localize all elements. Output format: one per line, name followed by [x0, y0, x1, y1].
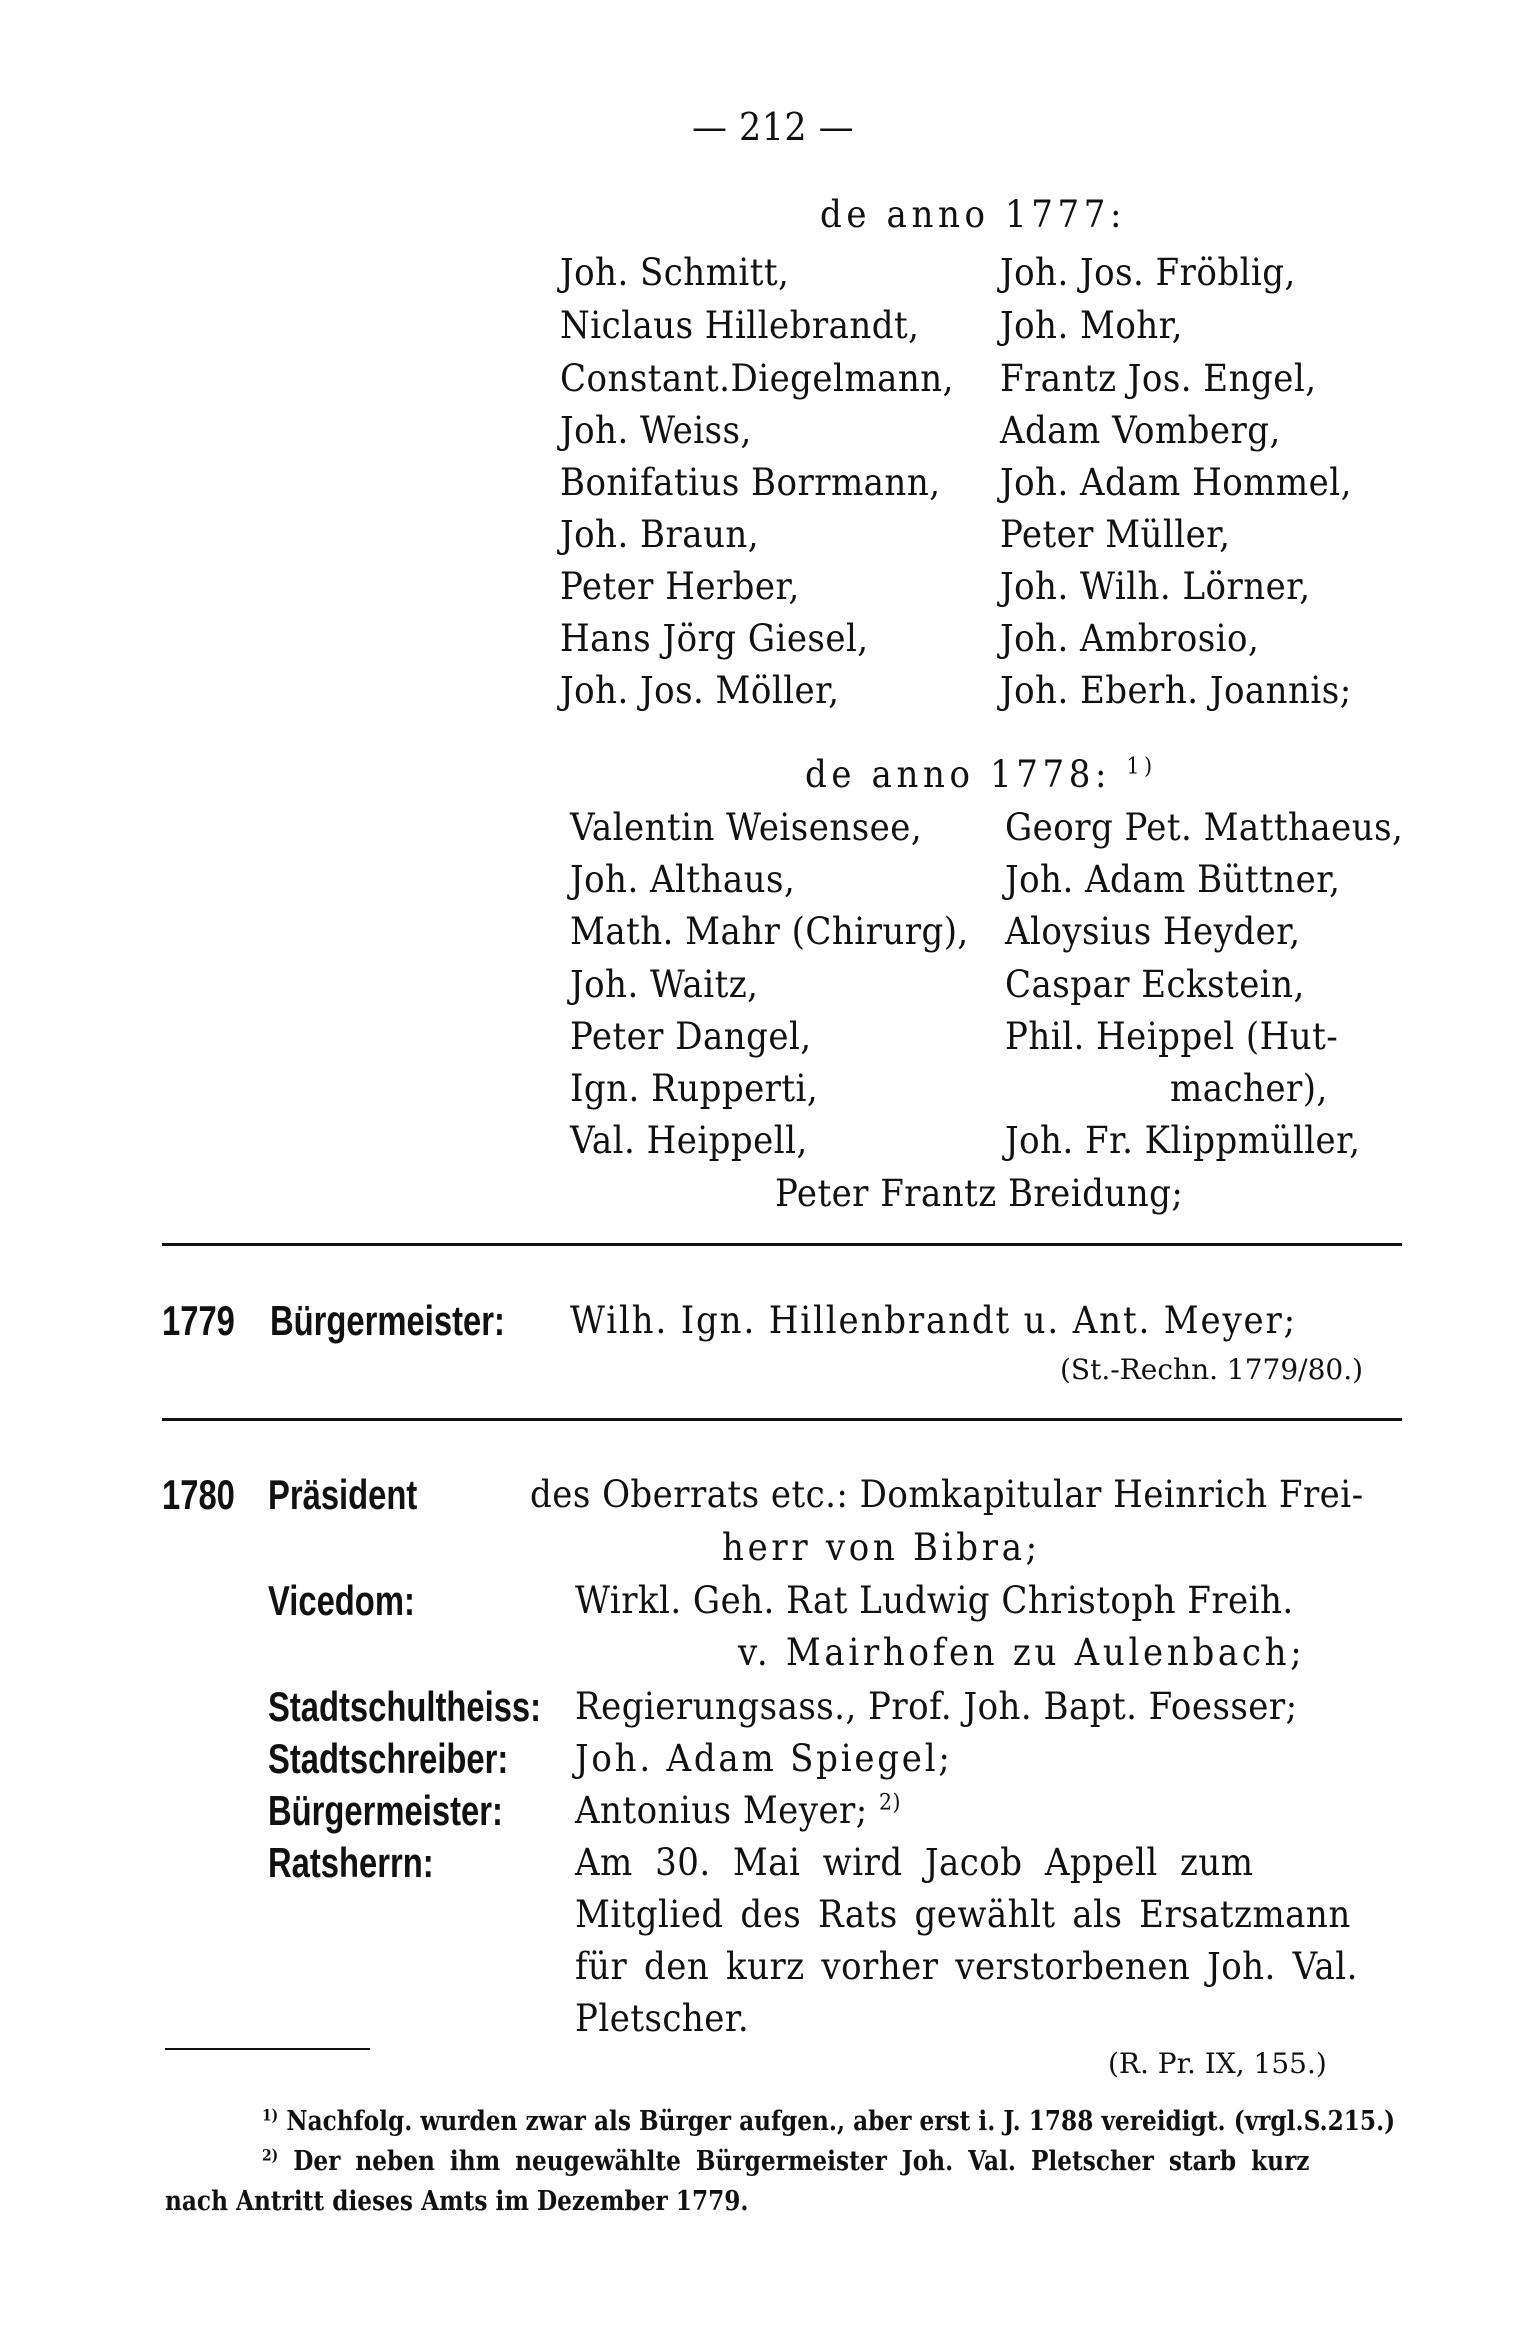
list-item: Joh. Mohr, [1000, 304, 1183, 347]
entry-year-1779: 1779 [162, 1297, 235, 1344]
entry-text: des Oberrats etc.: Domkapitular Heinrich Frei- [530, 1473, 1364, 1516]
list-item: Math. Mahr (Chirurg), [570, 910, 969, 953]
list-item: Joh. Schmitt, [560, 251, 790, 294]
list-item-last: Peter Frantz Breidung; [775, 1172, 1184, 1215]
list-item: Val. Heippell, [570, 1119, 808, 1162]
divider [162, 1243, 1402, 1246]
list-item: Joh. Ambrosio, [1000, 617, 1260, 660]
list-item: Georg Pet. Matthaeus, [1005, 806, 1404, 849]
entry-text: Wirkl. Geh. Rat Ludwig Christoph Freih. [575, 1579, 1294, 1622]
list-item: Peter Herber, [560, 565, 800, 608]
list-item: Constant.Diegelmann, [560, 357, 954, 400]
list-item: Frantz Jos. Engel, [1000, 357, 1317, 400]
list-item: Joh. Adam Hommel, [1000, 461, 1352, 504]
list-item: Joh. Jos. Fröblig, [1000, 251, 1296, 294]
paragraph-line: Am 30. Mai wird Jacob Appell zum [575, 1841, 1254, 1884]
list-item: Valentin Weisensee, [570, 806, 923, 849]
paragraph-line: Mitglied des Rats gewählt als Ersatzmann [575, 1893, 1351, 1936]
list-item: Joh. Adam Büttner, [1005, 858, 1341, 901]
role-label-ratsherrn: Ratsherrn: [268, 1839, 434, 1886]
list-item: Aloysius Heyder, [1005, 910, 1301, 953]
entry-text-cont: v. Mairhofen zu Aulenbach; [738, 1631, 1306, 1674]
entry-text-cont: herr von Bibra; [722, 1526, 1041, 1569]
list-item: Adam Vomberg, [1000, 409, 1281, 452]
list-item: Bonifatius Borrmann, [560, 461, 941, 504]
entry-text [575, 1789, 901, 1832]
entry-value: Antonius Meyer; [575, 1789, 868, 1832]
role-label-vicedom: Vicedom: [268, 1577, 415, 1624]
role-label-buergermeister: Bürgermeister: [268, 1787, 503, 1834]
list-item: Niclaus Hillebrandt, [560, 304, 920, 347]
list-item: Joh. Waitz, [570, 963, 759, 1006]
entry-role-label: Bürgermeister: [270, 1297, 505, 1344]
section-heading-1778 [805, 753, 1157, 796]
entry-year-1780: 1780 [162, 1471, 235, 1518]
section-heading-1777: de anno 1777: [820, 193, 1127, 236]
list-item: Peter Müller, [1000, 513, 1231, 556]
footnote-text: Nachfolg. wurden zwar als Bürger aufgen., aber erst i. J. 1788 vereidigt. (vrgl.S.215.) [286, 2106, 1396, 2137]
footnote-ref: 2) [879, 1789, 901, 1816]
list-item: Joh. Wilh. Lörner, [1000, 565, 1311, 608]
list-item: Joh. Weiss, [560, 409, 752, 452]
source-citation: (St.-Rechn. 1779/80.) [1060, 1353, 1364, 1386]
list-item: Peter Dangel, [570, 1015, 812, 1058]
paragraph-line: Pletscher. [575, 1997, 750, 2040]
entry-text: Wilh. Ign. Hillenbrandt u. Ant. Meyer; [570, 1299, 1297, 1342]
list-item: macher), [1170, 1067, 1328, 1110]
list-item: Ign. Rupperti, [570, 1067, 819, 1110]
paragraph-line: für den kurz vorher verstorbenen Joh. Val. [575, 1945, 1358, 1988]
footnote-divider [165, 2048, 370, 2050]
role-label-stadtschreiber: Stadtschreiber: [268, 1735, 509, 1782]
list-item: Joh. Fr. Klippmüller, [1005, 1119, 1361, 1162]
list-item: Joh. Braun, [560, 513, 760, 556]
list-item: Phil. Heippel (Hut- [1005, 1015, 1339, 1058]
list-item: Joh. Althaus, [570, 858, 796, 901]
source-citation: (R. Pr. IX, 155.) [1108, 2047, 1327, 2080]
footnote-2 [262, 2145, 1310, 2177]
footnote-marker: 1) [262, 2105, 279, 2125]
divider [162, 1418, 1402, 1421]
footnote-2-cont: nach Antritt dieses Amts im Dezember 1779. [165, 2186, 749, 2217]
footnote-ref: 1) [1126, 753, 1157, 780]
role-label-stadtschultheiss: Stadtschultheiss: [268, 1683, 542, 1730]
list-item: Joh. Eberh. Joannis; [1000, 669, 1352, 712]
entry-text: Joh. Adam Spiegel; [575, 1737, 953, 1780]
entry-text: Regierungsass., Prof. Joh. Bapt. Foesser; [575, 1685, 1298, 1728]
role-label-praesident: Präsident [268, 1471, 418, 1518]
list-item: Joh. Jos. Möller, [560, 669, 840, 712]
page-number: — 212 — [692, 105, 855, 149]
footnote-1 [262, 2105, 1396, 2137]
footnote-text: Der neben ihm neugewählte Bürgermeister Joh. Val. Pletscher starb kurz [293, 2146, 1310, 2177]
heading-text: de anno 1778: [805, 753, 1112, 796]
list-item: Hans Jörg Giesel, [560, 617, 869, 660]
list-item: Caspar Eckstein, [1005, 963, 1305, 1006]
footnote-marker: 2) [262, 2145, 279, 2165]
